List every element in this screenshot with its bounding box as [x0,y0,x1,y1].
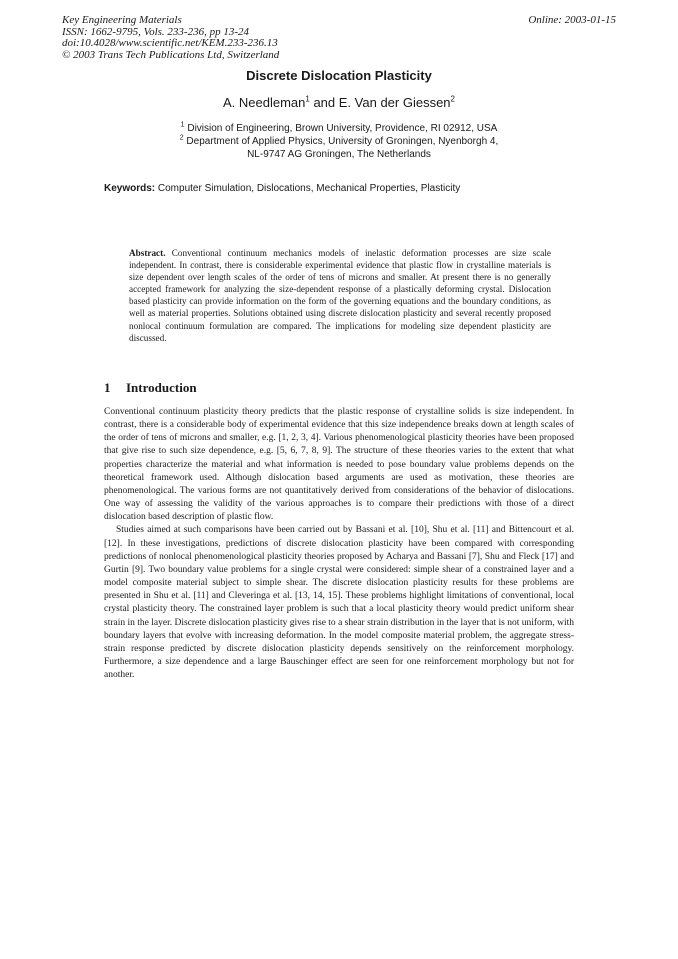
abstract-text: Conventional continuum mechanics models of inelastic deformation processes are size scale independent. In contrast, there is considerable experimental evidence that plastic flow in crystalline materials is size dependent over length scales of the order of tens of microns and smaller. At present there is no generally accepted framework for analyzing the size-dependent response of a plastically deforming crystal. Dislocation based plasticity can provide information on the form of the governing equations and the boundary conditions, as well as material properties. Solutions obtained using discrete dislocation plasticity and several recently proposed nonlocal continuum formulation are compared. The implications for modeling size dependent plasticity are discussed. [129,248,551,343]
abstract-label: Abstract. [129,248,166,258]
journal-header [62,15,482,61]
copyright-line: © 2003 Trans Tech Publications Ltd, Switzerland [62,48,280,61]
affiliation-marker: 1 [305,94,310,104]
paragraph: Conventional continuum plasticity theory predicts that the plastic response of crystalline solids is size independent. In contrast, there is a considerable body of experimental evidence that this size independence breaks down at length scales of the order of tens of microns and smaller, e.g. [1, 2, 3, 4]. Various phenomenological plasticity theories have been proposed that give rise to such size dependence, e.g. [5, 6, 7, 8, 9]. The structure of these theories varies to the extent that what properties characterize the material and what information is needed to pose boundary value problems depends on the theoretical framework used. Although dislocation based arguments are used as motivation, these theories are phenomenological. The various forms are not quantitatively derived from considerations of the behavior of dislocations. One way of assessing the validity of the various approaches is to compare their predictions with those of a direct dislocation based description of plastic flow. [104,407,574,523]
affiliation-2: $^2$ Department of Applied Physics, University of Groningen, Nyenborgh 4, [179,134,499,147]
doi-line: doi:10.4028/www.scientific.net/KEM.233-236.13 [62,37,278,49]
affiliation-1: $^1$ Division of Engineering, Brown University, Providence, RI 02912, USA [180,121,498,134]
affiliation-marker: 2 [450,94,455,104]
journal-name: Key Engineering Materials [62,14,182,26]
paper-title: Discrete Dislocation Plasticity [246,68,432,83]
abstract [129,247,551,344]
author-name: E. Van der Giessen [338,95,451,110]
affiliation-2-continued: NL-9747 AG Groningen, The Netherlands [247,149,431,160]
keywords-text: Computer Simulation, Dislocations, Mechanical Properties, Plasticity [155,183,461,194]
issn-line: ISSN: 1662-9795, Vols. 233-236, pp 13-24 [62,25,249,38]
paragraph: Studies aimed at such comparisons have been carried out by Bassani et al. [10], Shu et al. [11] and Bittencourt et al. [12]. In these investigations, predictions of discrete dislocation plasticity have been compared with corresponding predictions of nonlocal phenomenological plasticity theories proposed by Acharya and Bassani [7], Shu and Fleck [17] and Gurtin [9]. Two boundary value problems for a single crystal were considered: simple shear of a constrained layer and a model composite material subject to simple shear. The discrete dislocation plasticity results for these problems are presented in Shu et al. [11] and Cleveringa et al. [13, 14, 15]. These problems highlight limitations of conventional, local crystal plasticity theory. The constrained layer problem is such that a local plasticity theory would predict uniform shear strain in the layer. Discrete dislocation plasticity gives rise to a shear strain distribution in the layer that is not uniform, with boundary layers that evolve with increasing deformation. In the model composite material problem, the aggregate stress-strain response predicted by discrete dislocation plasticity depends sensitively on the reinforcement morphology. Furthermore, a size dependence and a large Bauschinger effect are seen for one reinforcement morphology but not for another. [104,525,574,681]
section-number: 1 [104,380,111,395]
author-name: A. Needleman [223,95,306,110]
affiliations [0,122,678,161]
section-heading [104,380,197,396]
author-line [0,95,678,110]
affiliation-marker: 2 [179,134,184,142]
section-body [104,406,574,682]
author-conjunction: and [309,95,339,110]
affiliation-marker: 1 [180,121,185,129]
section-title: Introduction [126,380,197,395]
online-date: Online: 2003-01-15 [528,14,616,26]
keywords-label: Keywords: [104,183,156,194]
keywords [104,183,460,194]
